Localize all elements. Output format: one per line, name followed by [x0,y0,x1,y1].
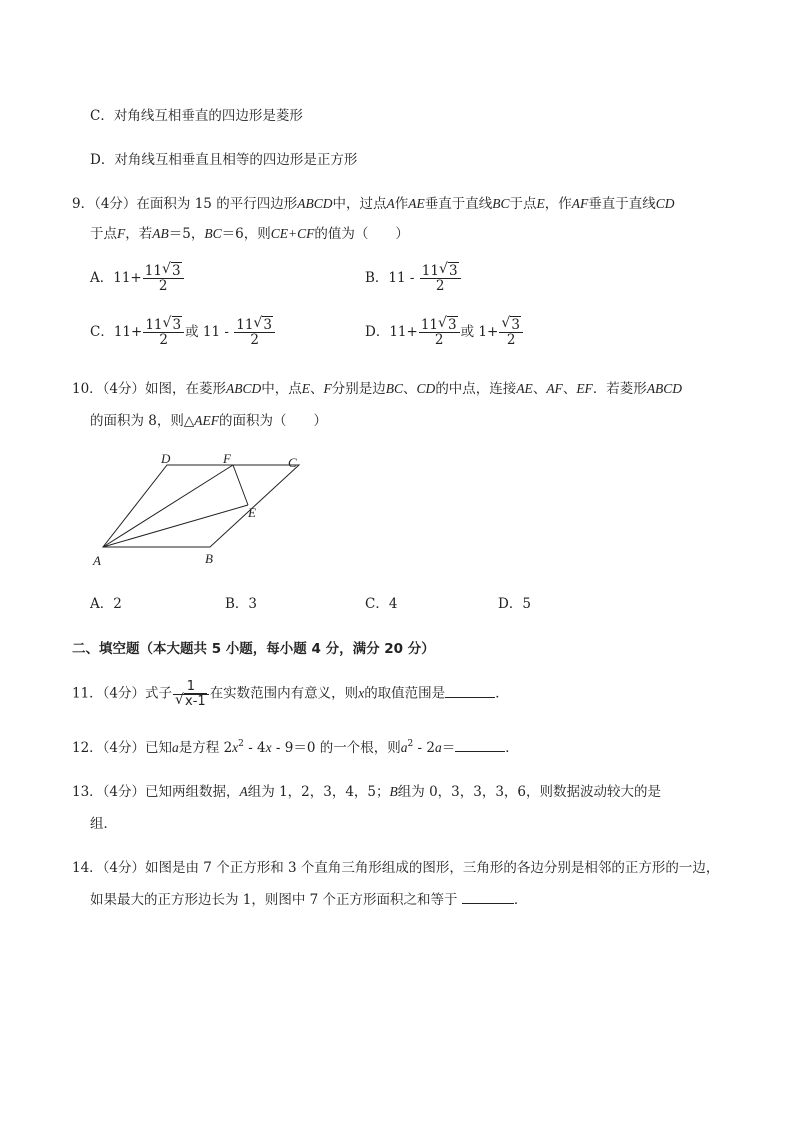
label-f: F [223,451,231,466]
q13-line1: 13．（4分）已知两组数据，A组为 1，2，3，4，5；B组为 0，3，3，3，6，则数据波动较大的是 [72,784,662,800]
q9-stem-line1: 9．（4分）在面积为 15 的平行四边形ABCD中，过点A作AE垂直于直线BC于点E，作AF垂直于直线CD [72,196,675,212]
fraction: $\frac{11√ 3}{2}$ [143,318,184,347]
q11: 11．（4分）式子 1 √ x-1 在实数范围内有意义，则x的取值范围是 ． [72,680,509,708]
fraction: $\frac{11√ 3}{2}$ [143,264,184,293]
rhombus-abcd [103,465,299,547]
answer-blank[interactable] [445,697,495,698]
q9-stem-line2: 于点F，若AB＝5，BC＝6，则CE+CF的值为（ ） [90,226,409,242]
label-b: B [205,551,213,566]
q9-option-b: B．11 - $\frac{11√ 3}{2}$ [365,264,462,293]
q10-option-a: A．2 [90,596,122,612]
fraction: $\frac{11√ 3}{2}$ [419,318,460,347]
rhombus-figure [88,448,318,570]
fraction: √ $\frac{3}{2}$ [499,318,523,347]
q14-line1: 14．（4分）如图是由 7 个正方形和 3 个直角三角形组成的图形，三角形的各边分别是相邻的正方形的一边， [72,860,720,876]
q10-option-d: D．5 [498,596,531,612]
label-e: E [248,505,256,520]
label-c: C [288,455,297,470]
segment-ae [103,505,248,547]
q8-option-d: D．对角线互相垂直且相等的四边形是正方形 [90,152,358,168]
segment-af [103,465,233,547]
q9-option-d: D．11+ $\frac{11√ 3}{2}$ 或 1+ √ $\frac{3}{2}$ [365,318,524,347]
q12: 12．（4分）已知a是方程 $2x^2 - 4x - 9=0$ 的一个根，则$a^2 - 2a=$ ． [72,739,519,756]
label-a: A [93,553,101,568]
answer-blank[interactable] [462,903,514,904]
q10-stem-line2: 的面积为 8，则△AEF的面积为（ ） [90,413,328,429]
q13-line2: 组． [90,816,117,832]
q9-option-a: A．11+ $\frac{11√ 3}{2}$ [90,264,185,293]
q8-option-c: C．对角线互相垂直的四边形是菱形 [90,108,303,124]
q10-stem-line1: 10．（4分）如图，在菱形ABCD中，点E、F分别是边BC、CD的中点，连接AE、AF、EF．若菱形ABCD [72,381,683,397]
q10-option-c: C．4 [365,596,398,612]
section2-title: 二、填空题（本大题共 5 小题，每小题 4 分，满分 20 分） [72,641,435,657]
fraction: $\frac{11√ 3}{2}$ [234,318,275,347]
q10-option-b: B．3 [225,596,258,612]
answer-blank[interactable] [455,751,505,752]
label-d: D [161,451,171,466]
segment-ef [233,465,248,505]
fraction: 1 √ x-1 [173,680,209,708]
q9-option-c: C．11+ $\frac{11√ 3}{2}$ 或 11 - $\frac{11√ 3}{2}$ [90,318,276,347]
q14-line2: 如果最大的正方形边长为 1，则图中 7 个正方形面积之和等于 ． [90,892,528,908]
fraction: $\frac{11√ 3}{2}$ [420,264,461,293]
